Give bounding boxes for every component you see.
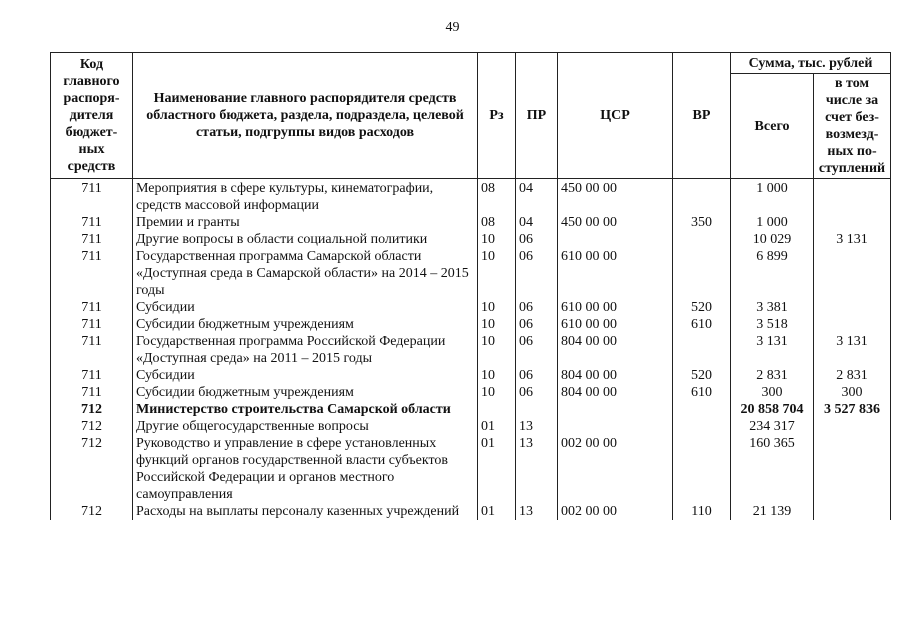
header-pr: ПР — [516, 53, 558, 179]
table-row — [51, 503, 891, 520]
table-body — [51, 179, 891, 521]
cell-free — [814, 503, 891, 520]
cell-vr: 520 — [673, 299, 731, 316]
header-rz: Рз — [478, 53, 516, 179]
cell-total: 234 317 — [731, 418, 814, 435]
table-row — [51, 214, 891, 231]
cell-rz: 10 — [478, 367, 516, 384]
cell-pr: 13 — [516, 503, 558, 520]
budget-table — [50, 52, 891, 520]
cell-rz: 10 — [478, 316, 516, 333]
table-row — [51, 316, 891, 333]
cell-code: 711 — [51, 384, 133, 401]
cell-vr: 610 — [673, 316, 731, 333]
cell-name: Субсидии бюджетным учреждениям — [133, 384, 478, 401]
table-row — [51, 248, 891, 299]
cell-total: 6 899 — [731, 248, 814, 299]
cell-pr: 06 — [516, 231, 558, 248]
cell-csr: 450 00 00 — [558, 179, 673, 215]
cell-code: 711 — [51, 333, 133, 367]
header-sum-group: Сумма, тыс. рублей — [731, 53, 891, 74]
cell-total: 160 365 — [731, 435, 814, 503]
table-row — [51, 384, 891, 401]
cell-vr — [673, 418, 731, 435]
cell-free — [814, 214, 891, 231]
cell-csr: 002 00 00 — [558, 435, 673, 503]
cell-code: 712 — [51, 503, 133, 520]
table-row — [51, 418, 891, 435]
cell-pr: 06 — [516, 384, 558, 401]
header-code: Код главного распоря-дителя бюджет-ных средств — [51, 53, 133, 179]
table-row — [51, 367, 891, 384]
cell-total: 2 831 — [731, 367, 814, 384]
cell-code: 711 — [51, 299, 133, 316]
cell-csr: 804 00 00 — [558, 333, 673, 367]
cell-rz: 10 — [478, 231, 516, 248]
cell-name: Государственная программа Российской Федерации «Доступная среда» на 2011 – 2015 годы — [133, 333, 478, 367]
cell-vr — [673, 231, 731, 248]
cell-free: 3 131 — [814, 231, 891, 248]
cell-vr: 350 — [673, 214, 731, 231]
cell-pr: 13 — [516, 435, 558, 503]
cell-name: Субсидии — [133, 299, 478, 316]
table-row — [51, 333, 891, 367]
cell-total: 1 000 — [731, 214, 814, 231]
cell-csr: 610 00 00 — [558, 299, 673, 316]
cell-vr — [673, 333, 731, 367]
cell-free — [814, 248, 891, 299]
table-row — [51, 299, 891, 316]
cell-free: 3 131 — [814, 333, 891, 367]
cell-free: 3 527 836 — [814, 401, 891, 418]
header-total: Всего — [731, 74, 814, 179]
cell-code: 711 — [51, 179, 133, 215]
cell-vr — [673, 401, 731, 418]
cell-code: 711 — [51, 231, 133, 248]
cell-code: 712 — [51, 401, 133, 418]
cell-vr — [673, 179, 731, 215]
cell-csr: 804 00 00 — [558, 384, 673, 401]
cell-code: 711 — [51, 367, 133, 384]
cell-pr: 13 — [516, 418, 558, 435]
header-csr: ЦСР — [558, 53, 673, 179]
cell-rz: 10 — [478, 248, 516, 299]
cell-vr: 520 — [673, 367, 731, 384]
cell-free: 300 — [814, 384, 891, 401]
header-free: в том числе за счет без-возмезд-ных по-ступлений — [814, 74, 891, 179]
cell-csr: 002 00 00 — [558, 503, 673, 520]
cell-pr: 06 — [516, 367, 558, 384]
cell-free — [814, 179, 891, 215]
cell-free — [814, 435, 891, 503]
cell-vr — [673, 248, 731, 299]
table-row — [51, 179, 891, 215]
cell-total: 10 029 — [731, 231, 814, 248]
cell-pr: 06 — [516, 333, 558, 367]
cell-total: 3 381 — [731, 299, 814, 316]
cell-csr: 610 00 00 — [558, 248, 673, 299]
cell-name: Государственная программа Самарской области «Доступная среда в Самарской области» на 2014 – 2015 годы — [133, 248, 478, 299]
table-header — [51, 53, 891, 179]
cell-csr — [558, 231, 673, 248]
cell-code: 711 — [51, 248, 133, 299]
cell-rz: 01 — [478, 503, 516, 520]
cell-pr — [516, 401, 558, 418]
cell-csr: 450 00 00 — [558, 214, 673, 231]
cell-rz: 01 — [478, 435, 516, 503]
cell-rz: 08 — [478, 214, 516, 231]
header-name: Наименование главного распорядителя средств областного бюджета, раздела, подраздела, целевой статьи, подгруппы видов расходов — [133, 53, 478, 179]
cell-code: 711 — [51, 316, 133, 333]
cell-name: Премии и гранты — [133, 214, 478, 231]
cell-code: 712 — [51, 435, 133, 503]
cell-csr — [558, 418, 673, 435]
cell-rz: 10 — [478, 384, 516, 401]
cell-rz: 08 — [478, 179, 516, 215]
cell-free — [814, 299, 891, 316]
cell-name: Субсидии бюджетным учреждениям — [133, 316, 478, 333]
cell-total: 20 858 704 — [731, 401, 814, 418]
cell-total: 21 139 — [731, 503, 814, 520]
cell-name: Субсидии — [133, 367, 478, 384]
cell-csr: 610 00 00 — [558, 316, 673, 333]
cell-vr — [673, 435, 731, 503]
cell-total: 1 000 — [731, 179, 814, 215]
cell-pr: 04 — [516, 214, 558, 231]
cell-pr: 06 — [516, 316, 558, 333]
cell-name: Руководство и управление в сфере установленных функций органов государственной власти субъектов Российской Федерации и органов местного самоуправления — [133, 435, 478, 503]
cell-name: Мероприятия в сфере культуры, кинематографии, средств массовой информации — [133, 179, 478, 215]
cell-pr: 04 — [516, 179, 558, 215]
cell-csr: 804 00 00 — [558, 367, 673, 384]
cell-name: Другие вопросы в области социальной политики — [133, 231, 478, 248]
cell-vr: 610 — [673, 384, 731, 401]
header-vr: ВР — [673, 53, 731, 179]
cell-total: 3 131 — [731, 333, 814, 367]
cell-free: 2 831 — [814, 367, 891, 384]
cell-pr: 06 — [516, 248, 558, 299]
table-row — [51, 231, 891, 248]
page-number: 49 — [445, 20, 460, 35]
table-row — [51, 435, 891, 503]
cell-total: 300 — [731, 384, 814, 401]
cell-name: Другие общегосударственные вопросы — [133, 418, 478, 435]
cell-pr: 06 — [516, 299, 558, 316]
cell-rz: 10 — [478, 299, 516, 316]
cell-code: 712 — [51, 418, 133, 435]
cell-rz — [478, 401, 516, 418]
cell-rz: 10 — [478, 333, 516, 367]
cell-name: Расходы на выплаты персоналу казенных учреждений — [133, 503, 478, 520]
cell-csr — [558, 401, 673, 418]
cell-vr: 110 — [673, 503, 731, 520]
cell-rz: 01 — [478, 418, 516, 435]
cell-code: 711 — [51, 214, 133, 231]
cell-total: 3 518 — [731, 316, 814, 333]
cell-free — [814, 316, 891, 333]
table-row — [51, 401, 891, 418]
cell-name: Министерство строительства Самарской области — [133, 401, 478, 418]
cell-free — [814, 418, 891, 435]
